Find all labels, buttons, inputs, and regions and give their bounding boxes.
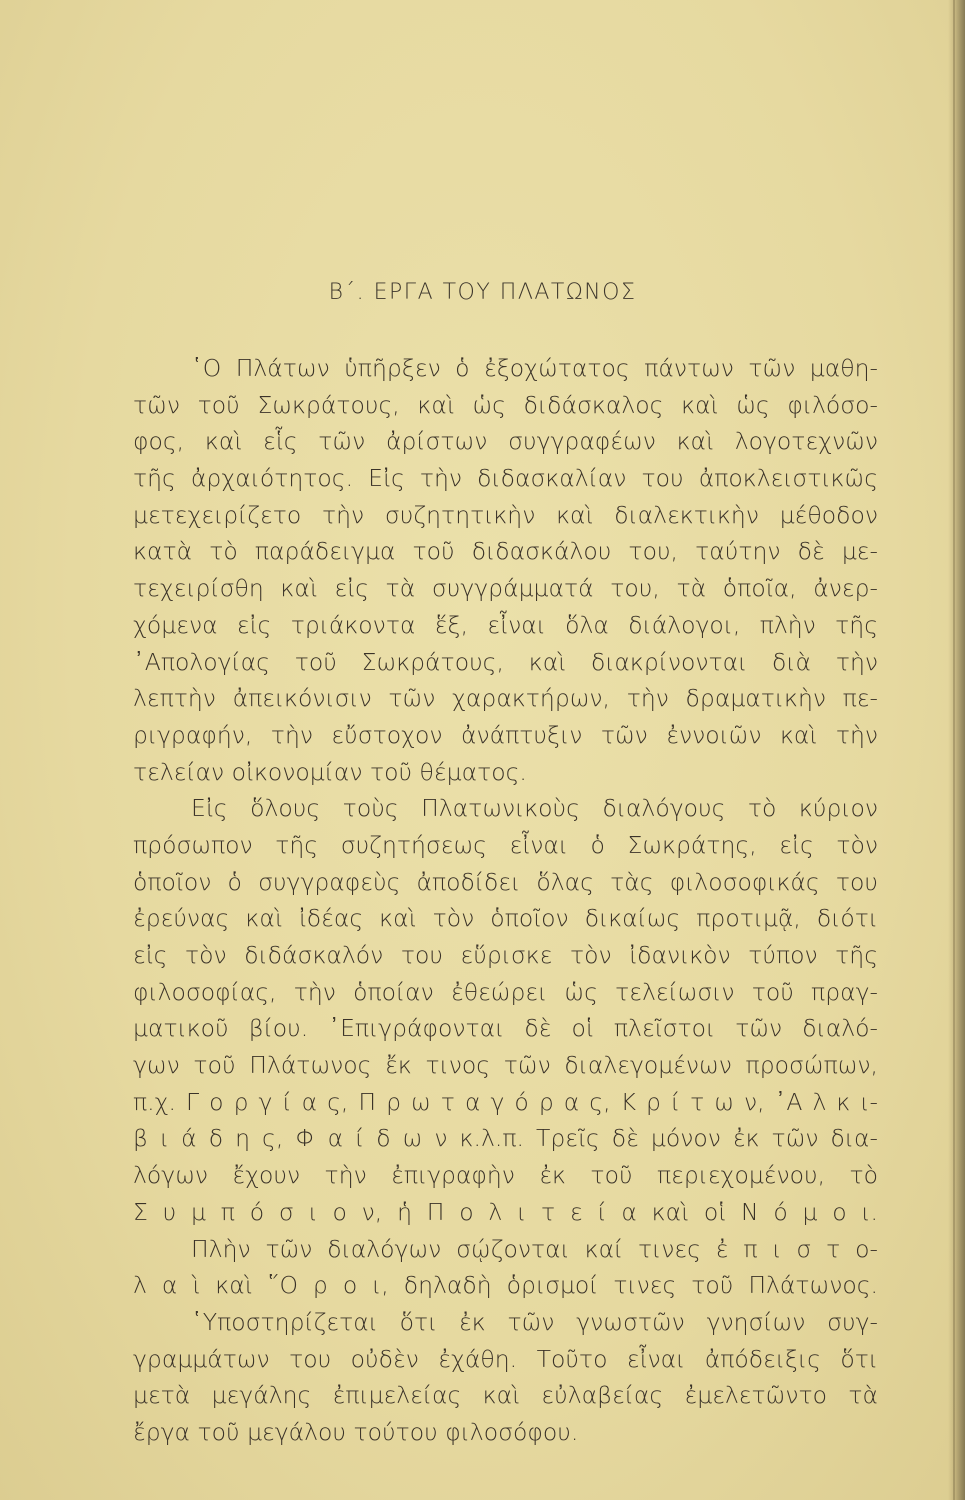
text-line: μετὰ μεγάλης ἐπιμελείας καὶ εὐλαβείας ἐμελετῶντο τὰ [133, 1381, 878, 1410]
chapter-title: Β΄. ΕΡΓΑ ΤΟΥ ΠΛΑΤΩΝΟΣ [328, 280, 637, 305]
text-line: πρόσωπον τῆς συζητήσεως εἶναι ὁ Σωκράτης, εἰς τὸν [133, 830, 878, 859]
text-line: χόμενα εἰς τριάκοντα ἕξ, εἶναι ὅλα διάλογοι, πλὴν τῆς [133, 610, 878, 639]
text-line: μετεχειρίζετο τὴν συζητητικὴν καὶ διαλεκτικὴν μέθοδον [133, 500, 878, 529]
text-line: Εἰς ὅλους τοὺς Πλατωνικοὺς διαλόγους τὸ κύριον [191, 794, 878, 823]
text-line: Σ υ μ π ό σ ι ο ν, ἡ Π ο λ ι τ ε ί α καὶ οἱ Ν ό μ ο ι. [133, 1197, 878, 1226]
text-line: ῾Υποστηρίζεται ὅτι ἐκ τῶν γνωστῶν γνησίων συγ- [191, 1307, 878, 1336]
page-edge [953, 0, 955, 1500]
text-line: ριγραφήν, τὴν εὔστοχον ἀνάπτυξιν τῶν ἐννοιῶν καὶ τὴν [133, 720, 878, 749]
text-line: γραμμάτων του οὐδὲν ἐχάθη. Τοῦτο εἶναι ἀπόδειξις ὅτι [133, 1344, 878, 1373]
text-line: φιλοσοφίας, τὴν ὁποίαν ἐθεώρει ὡς τελείωσιν τοῦ πραγ- [133, 977, 878, 1006]
text-line: π.χ. Γ ο ρ γ ί α ς, Π ρ ω τ α γ ό ρ α ς, Κ ρ ί τ ω ν, ᾿Α λ κ ι- [133, 1087, 878, 1116]
text-line: ὁποῖον ὁ συγγραφεὺς ἀποδίδει ὅλας τὰς φιλοσοφικάς του [133, 867, 878, 896]
text-line: λ α ὶ καὶ ῞Ο ρ ο ι, δηλαδὴ ὁρισμοί τινες τοῦ Πλάτωνος. [133, 1271, 878, 1300]
text-line: ἐρεύνας καὶ ἰδέας καὶ τὸν ὁποῖον δικαίως προτιμᾷ, διότι [133, 904, 878, 933]
text-line: τῶν τοῦ Σωκράτους, καὶ ὡς διδάσκαλος καὶ ὡς φιλόσο- [133, 390, 878, 419]
text-line: ματικοῦ βίου. ᾿Επιγράφονται δὲ οἱ πλεῖστοι τῶν διαλό- [133, 1014, 878, 1043]
text-line: κατὰ τὸ παράδειγμα τοῦ διδασκάλου του, ταύτην δὲ με- [133, 537, 878, 566]
text-line: τῆς ἀρχαιότητος. Εἰς τὴν διδασκαλίαν του ἀποκλειστικῶς [133, 464, 878, 493]
text-line: λεπτὴν ἀπεικόνισιν τῶν χαρακτήρων, τὴν δραματικὴν πε- [133, 684, 878, 713]
text-line: β ι ά δ η ς, Φ α ί δ ω ν κ.λ.π. Τρεῖς δὲ μόνον ἐκ τῶν δια- [133, 1124, 878, 1153]
text-line: ἔργα τοῦ μεγάλου τούτου φιλοσόφου. [133, 1417, 579, 1446]
text-line: Πλὴν τῶν διαλόγων σῴζονται καί τινες ἐ π ι σ τ ο- [191, 1234, 878, 1263]
text-line: τελείαν οἰκονομίαν τοῦ θέματος. [133, 757, 527, 786]
text-line: ῾Ο Πλάτων ὑπῆρξεν ὁ ἐξοχώτατος πάντων τῶν μαθη- [191, 354, 878, 382]
text-line: φος, καὶ εἷς τῶν ἀρίστων συγγραφέων καὶ λογοτεχνῶν [133, 427, 878, 456]
body-text [133, 350, 878, 1451]
text-line: ᾿Απολογίας τοῦ Σωκράτους, καὶ διακρίνονται διὰ τὴν [133, 647, 878, 676]
text-line: εἰς τὸν διδάσκαλόν του εὕρισκε τὸν ἰδανικὸν τύπον τῆς [133, 941, 878, 969]
text-line: γων τοῦ Πλάτωνος ἔκ τινος τῶν διαλεγομένων προσώπων, [133, 1051, 878, 1080]
text-line: τεχειρίσθη καὶ εἰς τὰ συγγράμματά του, τὰ ὁποῖα, ἀνερ- [133, 574, 878, 603]
text-line: λόγων ἔχουν τὴν ἐπιγραφὴν ἐκ τοῦ περιεχομένου, τὸ [133, 1161, 878, 1190]
